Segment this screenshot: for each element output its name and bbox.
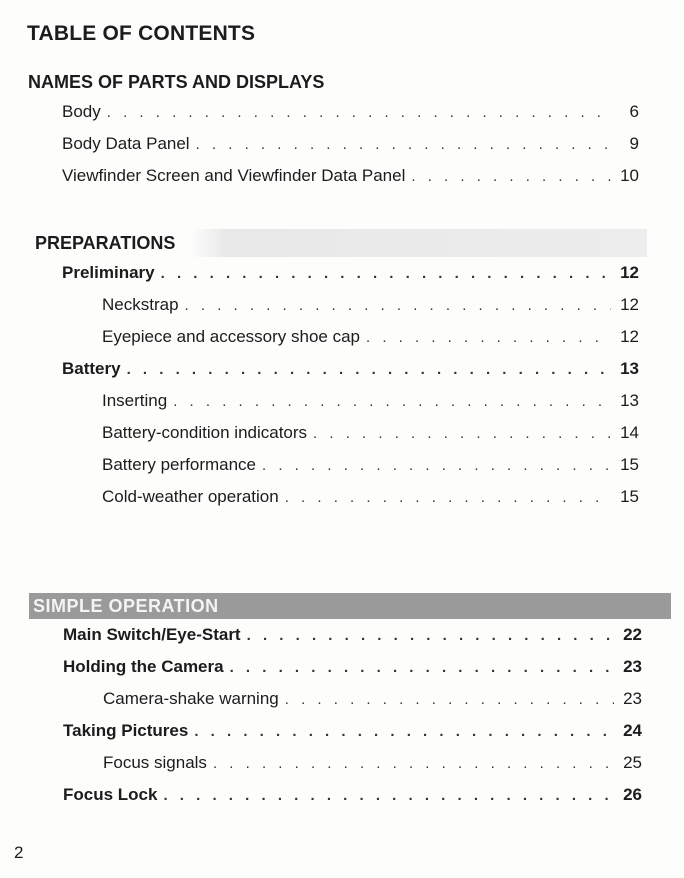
toc-entry-camera-shake[interactable] — [103, 683, 642, 715]
dot-leader — [161, 258, 611, 290]
toc-entry-focus-signals[interactable] — [103, 747, 642, 779]
toc-entry-label: Focus Lock — [63, 785, 158, 804]
dot-leader — [230, 652, 614, 684]
toc-entry-label: Body Data Panel — [62, 134, 190, 153]
toc-entry-page: 12 — [620, 295, 639, 314]
toc-entry-page: 12 — [620, 327, 639, 346]
toc-entry-neckstrap[interactable] — [102, 289, 639, 321]
page-number: 2 — [14, 843, 24, 862]
toc-entry-battery-condition[interactable] — [102, 417, 639, 449]
dot-leader — [196, 129, 611, 161]
toc-entry-preliminary[interactable] — [62, 257, 639, 289]
toc-entry-label: Battery-condition indicators — [102, 423, 308, 442]
toc-entry-page: 23 — [623, 689, 642, 708]
dot-leader — [411, 161, 611, 193]
dot-leader — [107, 97, 611, 129]
dot-leader — [163, 780, 614, 812]
toc-entry-page: 13 — [620, 359, 639, 378]
dot-leader — [285, 482, 611, 514]
toc-entry-label: Preliminary — [62, 263, 155, 282]
toc-entry-page: 22 — [623, 625, 642, 644]
toc-entry-page: 13 — [620, 391, 639, 410]
toc-entry-page: 15 — [620, 487, 639, 506]
toc-entry-body-data-panel[interactable] — [62, 128, 639, 160]
dot-leader — [185, 290, 611, 322]
toc-entry-page: 24 — [623, 721, 642, 740]
toc-entry-label: Eyepiece and accessory shoe cap — [102, 327, 360, 346]
dot-leader — [247, 620, 614, 652]
toc-entry-label: Main Switch/Eye-Start — [63, 625, 241, 644]
toc-entry-battery-performance[interactable] — [102, 449, 639, 481]
toc-entry-label: Camera-shake warning — [103, 689, 279, 708]
toc-entry-eyepiece[interactable] — [102, 321, 639, 353]
dot-leader — [213, 748, 614, 780]
toc-entry-holding-camera[interactable] — [63, 651, 642, 683]
section-heading: PREPARATIONS — [29, 229, 647, 257]
toc-entry-focus-lock[interactable] — [63, 779, 642, 811]
toc-entry-label: Taking Pictures — [63, 721, 189, 740]
toc-entry-label: Holding the Camera — [63, 657, 224, 676]
dot-leader — [127, 354, 611, 386]
toc-entry-inserting[interactable] — [102, 385, 639, 417]
toc-entry-main-switch[interactable] — [63, 619, 642, 651]
dot-leader — [313, 418, 611, 450]
toc-entry-label: Battery performance — [102, 455, 257, 474]
toc-entry-page: 9 — [629, 134, 639, 153]
toc-entry-viewfinder-screen[interactable] — [62, 160, 639, 192]
section-heading: NAMES OF PARTS AND DISPLAYS — [28, 72, 325, 92]
toc-entry-body[interactable] — [62, 96, 639, 128]
dot-leader — [173, 386, 611, 418]
toc-section-names-of-parts — [0, 68, 684, 192]
toc-entry-battery[interactable] — [62, 353, 639, 385]
toc-entry-label: Focus signals — [103, 753, 207, 772]
dot-leader — [194, 716, 614, 748]
toc-entry-page: 25 — [623, 753, 642, 772]
toc-entry-label: Body — [62, 102, 101, 121]
toc-entry-label: Battery — [62, 359, 121, 378]
dot-leader — [262, 450, 611, 482]
page-title: TABLE OF CONTENTS — [27, 22, 256, 45]
dot-leader — [285, 684, 614, 716]
toc-entry-page: 26 — [623, 785, 642, 804]
toc-entry-label: Cold-weather operation — [102, 487, 279, 506]
toc-entry-cold-weather[interactable] — [102, 481, 639, 513]
toc-entry-label: Inserting — [102, 391, 168, 410]
toc-entry-label: Viewfinder Screen and Viewfinder Data Panel — [62, 166, 406, 185]
toc-entry-page: 14 — [620, 423, 639, 442]
toc-section-preparations — [0, 229, 684, 513]
section-heading: SIMPLE OPERATION — [29, 593, 671, 619]
toc-entry-page: 15 — [620, 455, 639, 474]
toc-entry-page: 10 — [620, 166, 639, 185]
dot-leader — [366, 322, 611, 354]
toc-entry-page: 23 — [623, 657, 642, 676]
toc-entry-page: 6 — [629, 102, 639, 121]
toc-entry-taking-pictures[interactable] — [63, 715, 642, 747]
toc-entry-label: Neckstrap — [102, 295, 179, 314]
toc-section-simple-operation — [0, 593, 684, 811]
toc-entry-page: 12 — [620, 263, 639, 282]
